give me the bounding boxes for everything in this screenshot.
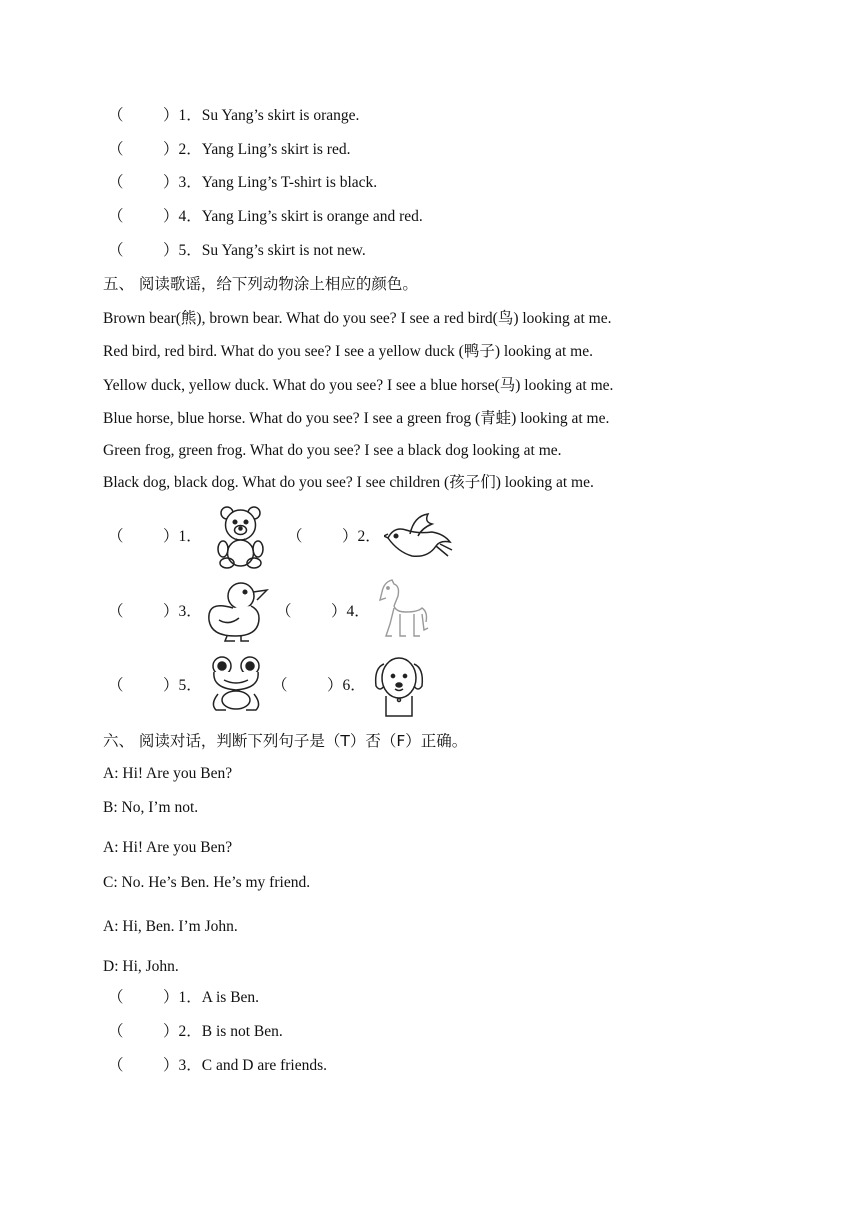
rhyme-line-2: Red bird, red bird. What do you see? I see a yellow duck (鸭子) looking at me.	[103, 343, 593, 360]
tf-dialogue-item-2: （ ）2．B is not Ben.	[108, 1023, 283, 1040]
answer-blank[interactable]: （	[108, 242, 124, 259]
statement-text: Su Yang’s skirt is orange.	[201, 107, 360, 124]
color-item-5: （ ）5．	[108, 677, 202, 694]
color-item-1: （ ）1．	[108, 528, 202, 545]
answer-blank[interactable]: （	[108, 603, 124, 620]
tf-dialogue-item-3: （ ）3．C and D are friends.	[108, 1057, 328, 1074]
color-item-4: （ ）4．	[276, 603, 370, 620]
rhyme-line-1: Brown bear(熊), brown bear. What do you see? I see a red bird(鸟) looking at me.	[103, 310, 612, 327]
tf-item-4: （ ）4．Yang Ling’s skirt is orange and red.	[108, 208, 423, 225]
dialogue-line-4: C: No. He’s Ben. He’s my friend.	[103, 874, 311, 891]
horse-icon[interactable]	[376, 578, 432, 642]
dog-icon[interactable]	[372, 652, 426, 720]
dialogue-line-2: B: No, I’m not.	[103, 799, 199, 816]
answer-blank[interactable]: （	[108, 528, 124, 545]
dialogue-line-3: A: Hi! Are you Ben?	[103, 839, 233, 856]
answer-blank[interactable]: （	[108, 107, 124, 124]
rhyme-line-3: Yellow duck, yellow duck. What do you see? I see a blue horse(马) looking at me.	[103, 377, 614, 394]
rhyme-line-5: Green frog, green frog. What do you see? I see a black dog looking at me.	[103, 442, 562, 459]
dialogue-line-1: A: Hi! Are you Ben?	[103, 765, 233, 782]
answer-blank[interactable]: （	[108, 1023, 124, 1040]
answer-blank[interactable]: （	[108, 208, 124, 225]
tf-dialogue-item-1: （ ）1．A is Ben.	[108, 989, 260, 1006]
answer-blank[interactable]: （	[272, 677, 288, 694]
bird-icon[interactable]	[384, 512, 454, 562]
color-item-2: （ ）2．	[287, 528, 381, 545]
dialogue-line-6: D: Hi, John.	[103, 958, 179, 975]
section-6-heading: 六、 阅读对话，判断下列句子是（T）否（F）正确。	[103, 732, 468, 750]
frog-icon[interactable]	[208, 654, 264, 714]
statement-text: Yang Ling’s skirt is red.	[201, 141, 351, 158]
statement-text: A is Ben.	[201, 989, 260, 1006]
statement-text: B is not Ben.	[201, 1023, 283, 1040]
statement-text: Yang Ling’s T-shirt is black.	[201, 174, 378, 191]
color-item-3: （ ）3．	[108, 603, 202, 620]
tf-item-3: （ ）3．Yang Ling’s T-shirt is black.	[108, 174, 378, 191]
answer-blank[interactable]: （	[108, 989, 124, 1006]
answer-blank[interactable]: （	[287, 528, 303, 545]
color-item-6: （ ）6．	[272, 677, 366, 694]
tf-item-1: （ ）1．Su Yang’s skirt is orange.	[108, 107, 360, 124]
section-5-heading: 五、 阅读歌谣，给下列动物涂上相应的颜色。	[103, 275, 418, 293]
answer-blank[interactable]: （	[276, 603, 292, 620]
answer-blank[interactable]: （	[108, 174, 124, 191]
statement-text: Su Yang’s skirt is not new.	[201, 242, 366, 259]
statement-text: Yang Ling’s skirt is orange and red.	[201, 208, 423, 225]
statement-text: C and D are friends.	[201, 1057, 328, 1074]
answer-blank[interactable]: （	[108, 677, 124, 694]
answer-blank[interactable]: （	[108, 1057, 124, 1074]
rhyme-line-6: Black dog, black dog. What do you see? I see children (孩子们) looking at me.	[103, 474, 594, 491]
tf-item-2: （ ）2．Yang Ling’s skirt is red.	[108, 141, 351, 158]
rhyme-line-4: Blue horse, blue horse. What do you see? I see a green frog (青蛙) looking at me.	[103, 410, 610, 427]
duck-icon[interactable]	[205, 580, 269, 642]
answer-blank[interactable]: （	[108, 141, 124, 158]
tf-item-5: （ ）5．Su Yang’s skirt is not new.	[108, 242, 366, 259]
bear-icon[interactable]	[210, 505, 272, 569]
dialogue-line-5: A: Hi, Ben. I’m John.	[103, 918, 238, 935]
